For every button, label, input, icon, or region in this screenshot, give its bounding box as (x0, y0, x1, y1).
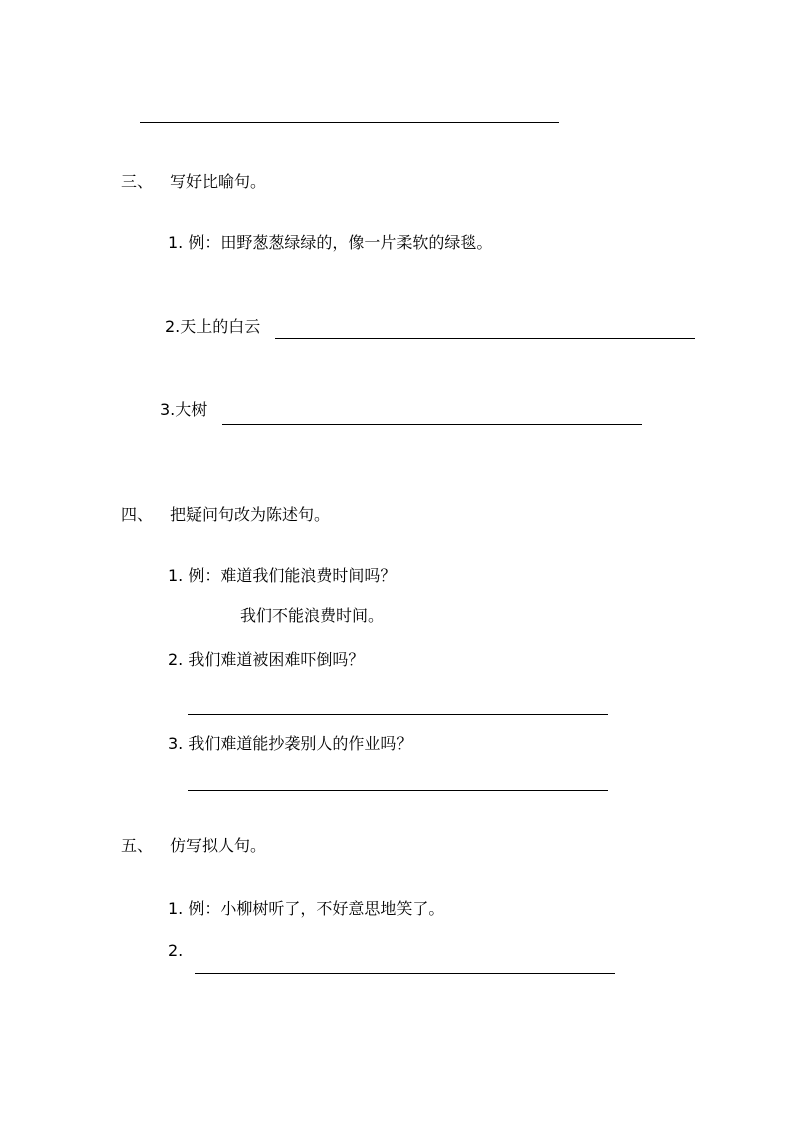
answer-line-previous[interactable] (140, 122, 559, 123)
section-3-example: 1. 例：田野葱葱绿绿的，像一片柔软的绿毯。 (168, 233, 493, 252)
section-3-title: 写好比喻句。 (170, 172, 267, 191)
section-3-answer-line-2[interactable] (275, 338, 695, 339)
section-3-question-2: 2.天上的白云 (165, 317, 261, 336)
section-5-title: 仿写拟人句。 (170, 836, 267, 855)
section-4-answer-line-2[interactable] (188, 714, 608, 715)
section-3-question-3: 3.大树 (160, 400, 208, 419)
section-3-answer-line-3[interactable] (222, 424, 642, 425)
section-5-answer-line-2[interactable] (195, 973, 615, 974)
section-3-number: 三、 (121, 172, 154, 191)
section-5-number: 五、 (121, 836, 154, 855)
section-4-title: 把疑问句改为陈述句。 (170, 505, 331, 524)
section-4-question-2: 2. 我们难道被困难吓倒吗？ (168, 650, 365, 669)
section-4-question-3: 3. 我们难道能抄袭别人的作业吗？ (168, 734, 413, 753)
section-5-question-2: 2. (168, 941, 184, 960)
section-4-example-answer: 我们不能浪费时间。 (240, 606, 385, 625)
section-4-number: 四、 (121, 505, 154, 524)
section-5-example: 1. 例：小柳树听了，不好意思地笑了。 (168, 899, 445, 918)
section-4-answer-line-3[interactable] (188, 790, 608, 791)
section-4-example-question: 1. 例：难道我们能浪费时间吗？ (168, 566, 397, 585)
